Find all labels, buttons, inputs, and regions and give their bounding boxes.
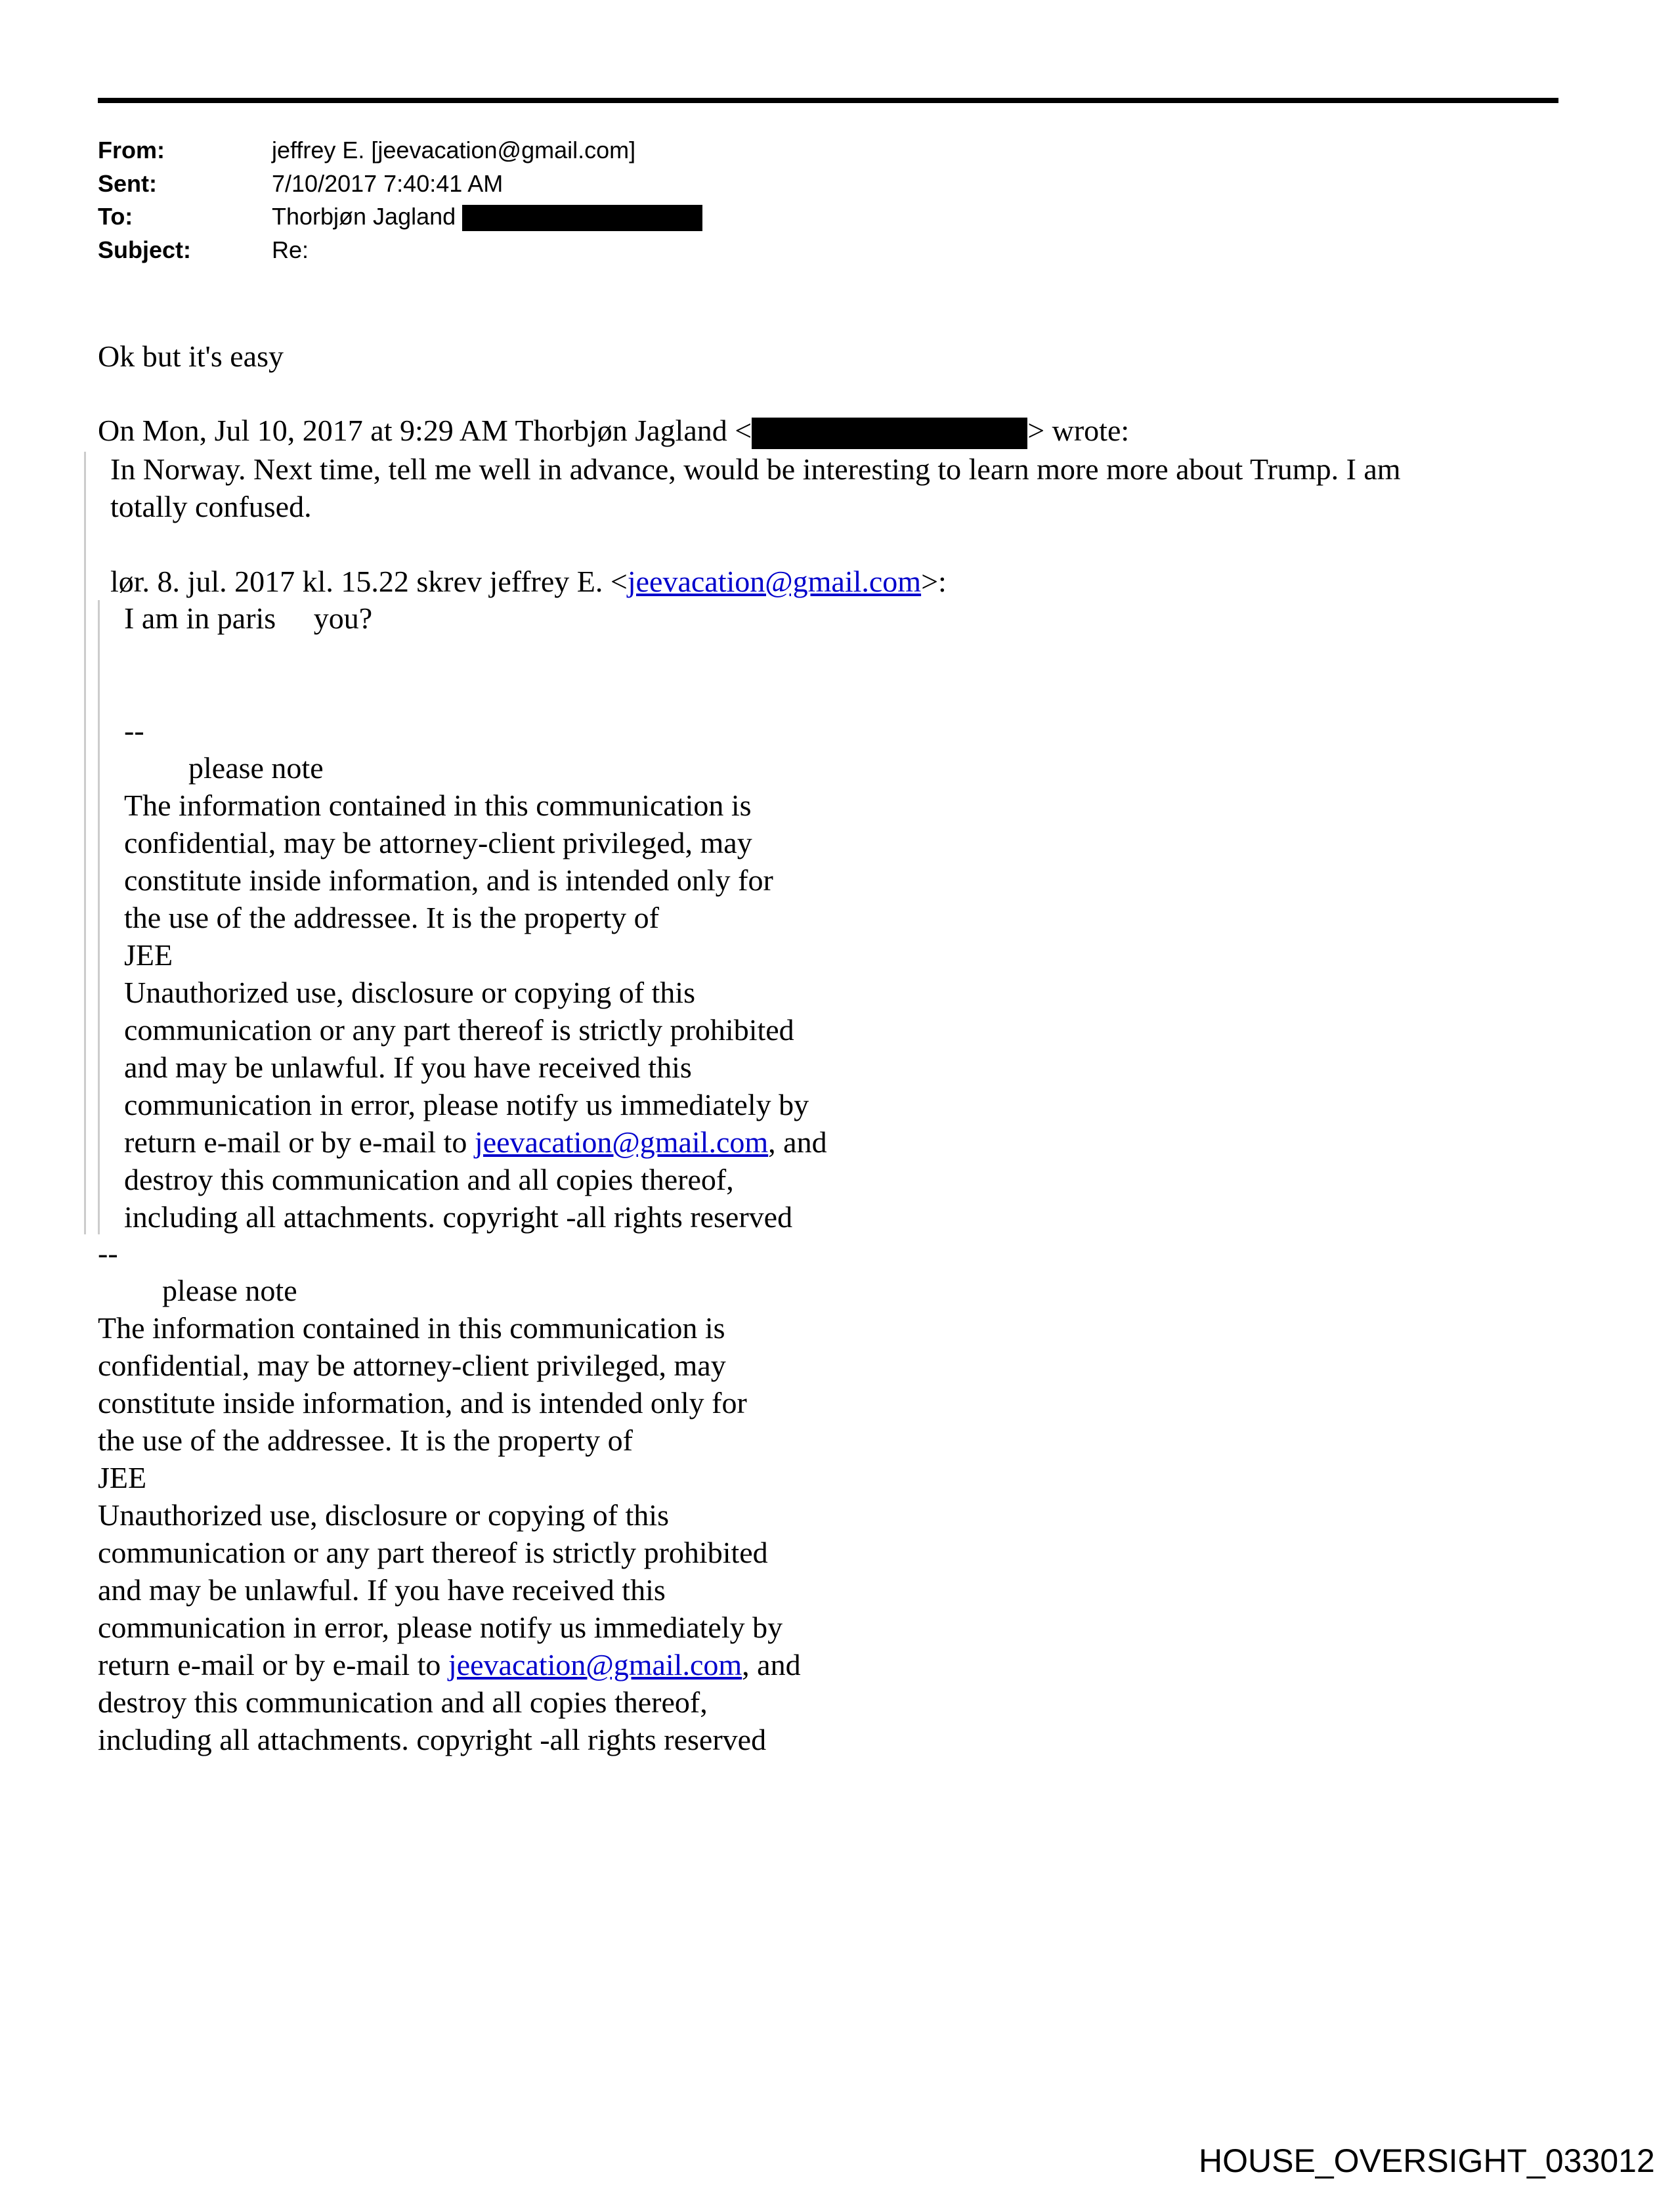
sig-line: including all attachments. copyright -all rights reserved	[124, 1200, 793, 1234]
quote2-bar	[98, 600, 100, 1234]
signature	[98, 1234, 801, 1758]
to-value-wrap	[272, 200, 702, 233]
attribution-text: lør. 8. jul. 2017 kl. 15.22 skrev jeffrey E. <	[110, 565, 628, 598]
to-label: To:	[98, 203, 133, 230]
attribution-text-end: >:	[921, 565, 947, 598]
subject-value: Re:	[272, 236, 309, 263]
redaction-box	[462, 205, 702, 231]
sig-email-line	[124, 1123, 827, 1161]
sig-line: confidential, may be attorney-client privileged, may	[98, 1349, 726, 1382]
sig-please-note: please note	[188, 751, 324, 785]
sig-line: JEE	[124, 938, 173, 972]
email-link[interactable]: jeevacation@gmail.com	[627, 565, 922, 598]
sig-line: including all attachments. copyright -all rights reserved	[98, 1723, 767, 1756]
sig-text: return e-mail or by e-mail to	[124, 1125, 475, 1159]
header-rule	[98, 98, 1558, 103]
quote2-body	[124, 599, 827, 1236]
sig-line: communication in error, please notify us immediately by	[98, 1611, 783, 1644]
sig-line: Unauthorized use, disclosure or copying of this	[124, 976, 695, 1009]
sig-dashes: --	[124, 714, 144, 747]
sig-line: The information contained in this communication is	[124, 789, 752, 822]
sig-line: constitute inside information, and is intended only for	[124, 863, 773, 897]
email-link[interactable]: jeevacation@gmail.com	[474, 1125, 769, 1159]
from-label: From:	[98, 137, 165, 163]
email-link[interactable]: jeevacation@gmail.com	[448, 1648, 742, 1681]
sig-line: constitute inside information, and is intended only for	[98, 1386, 747, 1420]
from-value: jeffrey E. [jeevacation@gmail.com]	[272, 137, 636, 163]
sig-line: the use of the addressee. It is the property of	[124, 901, 659, 934]
sig-line: Unauthorized use, disclosure or copying of this	[98, 1498, 669, 1532]
quote-line: totally confused.	[110, 490, 312, 523]
redaction-box	[752, 418, 1027, 449]
reply-text: Ok but it's easy	[98, 339, 284, 373]
quote-line: I am in paris you?	[124, 601, 373, 635]
sig-text: , and	[768, 1125, 827, 1159]
attribution-text-end: > wrote:	[1027, 414, 1130, 447]
quote1-bar	[84, 452, 86, 1234]
sent-value: 7/10/2017 7:40:41 AM	[272, 170, 504, 197]
quote2-attribution	[110, 563, 1401, 600]
sig-line: and may be unlawful. If you have received this	[98, 1573, 666, 1607]
sig-line: JEE	[98, 1461, 147, 1494]
sig-please-note: please note	[162, 1274, 297, 1307]
sig-line: destroy this communication and all copies thereof,	[124, 1163, 734, 1196]
sig-email-line	[98, 1646, 801, 1683]
sig-line: communication in error, please notify us immediately by	[124, 1088, 809, 1121]
quote1-attribution	[98, 412, 1129, 449]
bates-number: HOUSE_OVERSIGHT_033012	[1199, 2142, 1655, 2179]
sig-line: The information contained in this communication is	[98, 1311, 725, 1345]
sig-line: communication or any part thereof is strictly prohibited	[124, 1013, 794, 1047]
quote1-body	[110, 450, 1401, 600]
sig-line: communication or any part thereof is strictly prohibited	[98, 1536, 768, 1569]
to-value: Thorbjøn Jagland	[272, 203, 456, 230]
sig-line: and may be unlawful. If you have received this	[124, 1051, 692, 1084]
subject-label: Subject:	[98, 236, 192, 263]
sig-dashes: --	[98, 1236, 118, 1270]
sig-line: the use of the addressee. It is the property of	[98, 1423, 633, 1457]
quote-line: In Norway. Next time, tell me well in advance, would be interesting to learn more more about Trump. I am	[110, 452, 1401, 486]
sig-line: confidential, may be attorney-client privileged, may	[124, 826, 752, 859]
sent-label: Sent:	[98, 170, 157, 197]
sig-text: , and	[742, 1648, 801, 1681]
sig-text: return e-mail or by e-mail to	[98, 1648, 448, 1681]
sig-line: destroy this communication and all copies thereof,	[98, 1685, 708, 1719]
attribution-text: On Mon, Jul 10, 2017 at 9:29 AM Thorbjøn Jagland <	[98, 414, 752, 447]
